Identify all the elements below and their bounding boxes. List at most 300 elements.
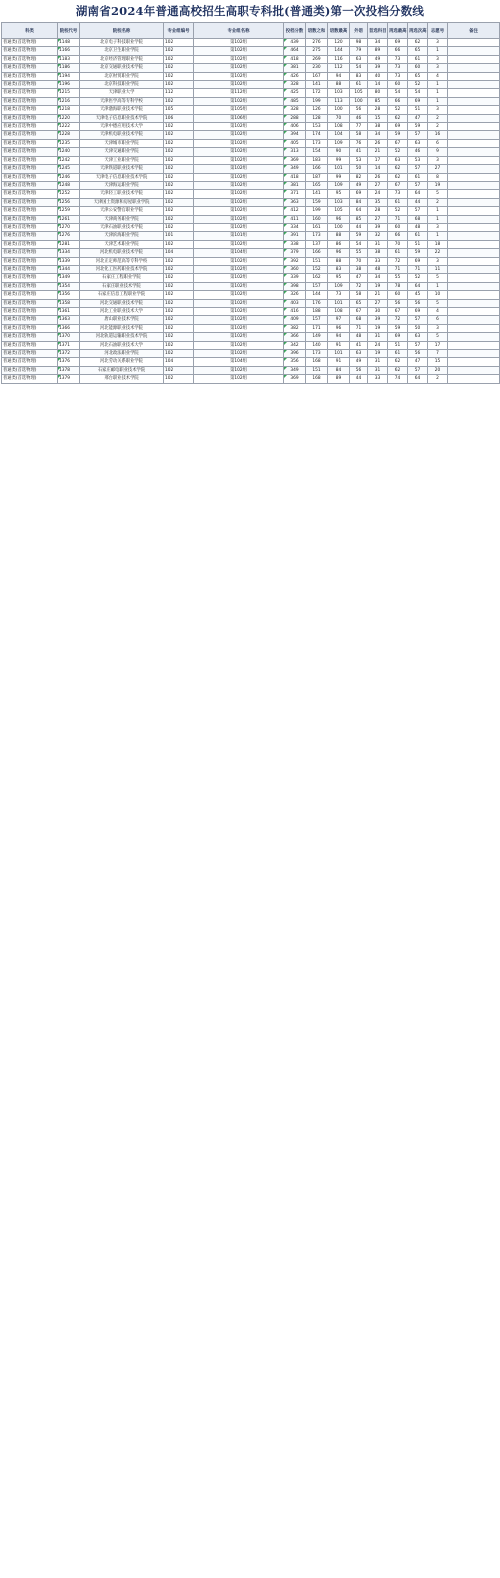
table-cell: 1366 <box>58 324 80 332</box>
table-row <box>2 324 500 332</box>
table-cell: 69 <box>408 308 428 316</box>
table-cell <box>448 131 500 139</box>
table-cell: 67 <box>388 139 408 147</box>
table-row <box>2 131 500 139</box>
table-cell: 16 <box>428 131 448 139</box>
table-cell: 8 <box>428 173 448 181</box>
table-cell: 54 <box>388 89 408 97</box>
table-cell: 第102组 <box>194 123 284 131</box>
table-cell: 第102组 <box>194 240 284 248</box>
table-cell <box>448 72 500 80</box>
table-cell: 47 <box>408 114 428 122</box>
table-cell: 河北能源职业技术学院 <box>80 324 164 332</box>
table-cell: 369 <box>284 156 306 164</box>
table-cell: 58 <box>350 291 368 299</box>
table-row <box>2 366 500 374</box>
table-cell: 69 <box>388 333 408 341</box>
table-cell: 151 <box>306 366 328 374</box>
table-cell: 4 <box>428 308 448 316</box>
table-cell: 418 <box>284 55 306 63</box>
table-cell: 112 <box>164 89 194 97</box>
table-cell: 154 <box>306 148 328 156</box>
table-cell: 140 <box>306 341 328 349</box>
table-cell: 普通类(首选物理) <box>2 114 58 122</box>
table-cell: 第102组 <box>194 299 284 307</box>
table-row <box>2 223 500 231</box>
table-cell: 1148 <box>58 39 80 47</box>
table-cell: 61 <box>408 232 428 240</box>
table-cell: 1261 <box>58 215 80 223</box>
table-cell: 河北化工医药职业技术学院 <box>80 265 164 273</box>
table-cell: 62 <box>388 366 408 374</box>
table-cell: 382 <box>284 324 306 332</box>
table-row <box>2 265 500 273</box>
table-cell: 57 <box>408 165 428 173</box>
table-cell: 北京经济管理职业学院 <box>80 55 164 63</box>
table-cell: 275 <box>306 47 328 55</box>
table-cell: 57 <box>408 131 428 139</box>
table-cell: 普通类(首选物理) <box>2 350 58 358</box>
table-header <box>2 23 500 39</box>
table-cell: 141 <box>306 190 328 198</box>
table-cell: 河北机电职业技术学院 <box>80 249 164 257</box>
table-cell: 405 <box>284 139 306 147</box>
table-cell: 61 <box>408 55 428 63</box>
table-cell <box>448 106 500 114</box>
table-cell: 普通类(首选物理) <box>2 97 58 105</box>
table-cell: 普通类(首选物理) <box>2 341 58 349</box>
table-cell: 22 <box>428 249 448 257</box>
table-cell: 54 <box>408 89 428 97</box>
table-cell: 69 <box>350 190 368 198</box>
table-cell: 62 <box>388 173 408 181</box>
table-cell: 70 <box>350 257 368 265</box>
table-cell: 95 <box>328 190 350 198</box>
table-cell: 普通类(首选物理) <box>2 131 58 139</box>
table-cell: 1349 <box>58 274 80 282</box>
table-cell: 9 <box>428 148 448 156</box>
table-cell <box>448 341 500 349</box>
table-cell: 102 <box>164 207 194 215</box>
table-cell: 144 <box>328 47 350 55</box>
table-cell: 普通类(首选物理) <box>2 207 58 215</box>
table-row <box>2 282 500 290</box>
table-cell: 49 <box>350 358 368 366</box>
table-cell: 第102组 <box>194 316 284 324</box>
table-cell: 河北正定师范高等专科学校 <box>80 257 164 265</box>
table-cell: 366 <box>284 333 306 341</box>
table-cell: 72 <box>388 316 408 324</box>
column-header: 投档分数 <box>284 23 306 39</box>
table-cell: 58 <box>350 131 368 139</box>
table-cell: 第101组 <box>194 232 284 240</box>
table-cell: 46 <box>350 114 368 122</box>
table-cell <box>448 333 500 341</box>
table-cell: 55 <box>350 249 368 257</box>
table-cell: 89 <box>328 375 350 383</box>
table-cell: 1356 <box>58 291 80 299</box>
table-cell: 北京卫生职业学院 <box>80 47 164 55</box>
table-cell: 天津电子信息职业技术学院 <box>80 173 164 181</box>
table-cell: 65 <box>408 47 428 55</box>
table-cell: 47 <box>350 274 368 282</box>
table-cell: 天津商务职业学院 <box>80 215 164 223</box>
table-cell: 第102组 <box>194 165 284 173</box>
table-cell <box>448 291 500 299</box>
table-cell: 41 <box>350 341 368 349</box>
table-cell: 64 <box>350 207 368 215</box>
table-cell: 26 <box>368 173 388 181</box>
table-cell: 391 <box>284 232 306 240</box>
table-cell: 第102组 <box>194 265 284 273</box>
table-cell <box>448 308 500 316</box>
table-cell: 173 <box>306 350 328 358</box>
table-cell: 108 <box>328 123 350 131</box>
table-cell: 166 <box>306 165 328 173</box>
table-cell: 90 <box>328 148 350 156</box>
table-cell: 1 <box>428 89 448 97</box>
table-cell <box>448 39 500 47</box>
table-cell: 第102组 <box>194 139 284 147</box>
table-cell: 166 <box>306 249 328 257</box>
table-cell: 28 <box>368 106 388 114</box>
table-cell <box>448 190 500 198</box>
table-cell: 60 <box>388 81 408 89</box>
table-cell: 31 <box>368 333 388 341</box>
table-cell: 103 <box>328 89 350 97</box>
table-cell <box>448 114 500 122</box>
table-cell: 326 <box>284 291 306 299</box>
table-cell: 64 <box>408 282 428 290</box>
table-cell: 100 <box>328 106 350 114</box>
table-cell: 普通类(首选物理) <box>2 249 58 257</box>
table-cell: 39 <box>368 223 388 231</box>
table-cell: 普通类(首选物理) <box>2 106 58 114</box>
table-cell: 第102组 <box>194 207 284 215</box>
table-row <box>2 291 500 299</box>
table-cell: 464 <box>284 47 306 55</box>
table-cell: 10 <box>428 291 448 299</box>
table-cell: 230 <box>306 64 328 72</box>
table-cell: 102 <box>164 215 194 223</box>
table-cell: 48 <box>350 333 368 341</box>
table-cell <box>448 181 500 189</box>
table-cell: 102 <box>164 341 194 349</box>
table-cell: 普通类(首选物理) <box>2 55 58 63</box>
table-cell: 1216 <box>58 97 80 105</box>
table-cell: 82 <box>350 173 368 181</box>
table-cell: 第102组 <box>194 181 284 189</box>
table-cell: 62 <box>388 358 408 366</box>
table-cell: 34 <box>368 39 388 47</box>
table-cell <box>448 240 500 248</box>
table-cell: 第102组 <box>194 39 284 47</box>
table-cell: 398 <box>284 282 306 290</box>
table-cell: 369 <box>284 375 306 383</box>
table-cell: 439 <box>284 39 306 47</box>
table-cell <box>448 156 500 164</box>
table-cell: 95 <box>328 274 350 282</box>
table-cell: 276 <box>306 39 328 47</box>
table-cell: 68 <box>408 215 428 223</box>
table-cell: 73 <box>388 72 408 80</box>
table-cell: 101 <box>328 165 350 173</box>
table-cell: 100 <box>350 97 368 105</box>
table-cell: 27 <box>368 215 388 223</box>
table-cell <box>448 366 500 374</box>
table-cell: 47 <box>408 358 428 366</box>
table-row <box>2 55 500 63</box>
table-cell <box>448 265 500 273</box>
table-cell: 天津海运职业学院 <box>80 181 164 189</box>
table-cell: 199 <box>306 97 328 105</box>
table-cell <box>448 350 500 358</box>
table-cell: 73 <box>388 190 408 198</box>
table-cell: 183 <box>306 156 328 164</box>
table-row <box>2 106 500 114</box>
table-cell: 天津城市职业学院 <box>80 139 164 147</box>
table-cell: 88 <box>328 232 350 240</box>
table-cell: 1339 <box>58 257 80 265</box>
table-cell: 102 <box>164 97 194 105</box>
table-cell: 1 <box>428 81 448 89</box>
column-header: 科类 <box>2 23 58 39</box>
table-cell: 河北政法职业学院 <box>80 350 164 358</box>
table-cell: 1220 <box>58 114 80 122</box>
table-cell: 349 <box>284 366 306 374</box>
table-cell: 第102组 <box>194 97 284 105</box>
table-cell: 105 <box>328 207 350 215</box>
table-cell: 河北劳动关系职业学院 <box>80 358 164 366</box>
table-cell <box>448 47 500 55</box>
table-cell: 96 <box>328 215 350 223</box>
table-row <box>2 198 500 206</box>
table-cell: 2 <box>428 123 448 131</box>
table-cell: 1166 <box>58 47 80 55</box>
table-cell: 44 <box>408 198 428 206</box>
table-cell: 63 <box>408 333 428 341</box>
table-cell: 56 <box>408 299 428 307</box>
table-cell: 第102组 <box>194 64 284 72</box>
table-cell: 50 <box>350 165 368 173</box>
table-cell: 普通类(首选物理) <box>2 89 58 97</box>
table-row <box>2 181 500 189</box>
table-cell: 1242 <box>58 156 80 164</box>
table-cell: 102 <box>164 190 194 198</box>
table-cell: 1276 <box>58 232 80 240</box>
table-cell: 北京科技职业学院 <box>80 81 164 89</box>
table-cell: 34 <box>368 274 388 282</box>
table-cell: 26 <box>368 139 388 147</box>
table-cell <box>448 316 500 324</box>
table-cell: 1344 <box>58 265 80 273</box>
table-cell: 168 <box>306 358 328 366</box>
table-cell: 普通类(首选物理) <box>2 165 58 173</box>
table-cell: 普通类(首选物理) <box>2 173 58 181</box>
table-cell: 59 <box>388 324 408 332</box>
table-cell: 109 <box>328 181 350 189</box>
table-cell: 102 <box>164 47 194 55</box>
table-cell: 269 <box>306 55 328 63</box>
table-cell: 1 <box>428 47 448 55</box>
table-cell: 65 <box>350 299 368 307</box>
table-cell: 天津中德应用技术大学 <box>80 123 164 131</box>
table-cell: 第102组 <box>194 131 284 139</box>
table-cell: 91 <box>328 358 350 366</box>
table-cell: 1 <box>428 232 448 240</box>
table-cell: 144 <box>306 291 328 299</box>
table-cell: 1354 <box>58 282 80 290</box>
table-row <box>2 375 500 383</box>
table-cell: 74 <box>388 375 408 383</box>
table-cell <box>448 223 500 231</box>
table-cell: 349 <box>284 165 306 173</box>
table-cell: 1245 <box>58 165 80 173</box>
table-cell: 普通类(首选物理) <box>2 123 58 131</box>
table-cell: 188 <box>306 308 328 316</box>
table-row <box>2 139 500 147</box>
table-cell: 328 <box>284 81 306 89</box>
table-cell: 172 <box>306 89 328 97</box>
table-cell: 普通类(首选物理) <box>2 156 58 164</box>
table-cell <box>448 55 500 63</box>
table-row <box>2 249 500 257</box>
table-cell: 160 <box>306 215 328 223</box>
table-cell: 102 <box>164 291 194 299</box>
table-cell: 54 <box>350 240 368 248</box>
table-cell: 河北工业职业技术大学 <box>80 308 164 316</box>
table-row <box>2 358 500 366</box>
table-cell: 1 <box>428 215 448 223</box>
table-row <box>2 156 500 164</box>
table-cell: 3 <box>428 39 448 47</box>
table-row <box>2 207 500 215</box>
table-cell: 50 <box>408 324 428 332</box>
table-cell: 56 <box>408 350 428 358</box>
table-cell: 71 <box>408 265 428 273</box>
table-cell: 174 <box>306 131 328 139</box>
table-cell: 396 <box>284 350 306 358</box>
table-cell <box>448 165 500 173</box>
table-cell: 52 <box>388 106 408 114</box>
column-header: 再选次高 <box>408 23 428 39</box>
table-cell: 102 <box>164 316 194 324</box>
table-cell: 普通类(首选物理) <box>2 148 58 156</box>
table-cell: 27 <box>368 181 388 189</box>
table-cell: 61 <box>388 249 408 257</box>
table-cell: 71 <box>350 324 368 332</box>
table-cell: 40 <box>368 72 388 80</box>
table-cell <box>448 282 500 290</box>
table-cell: 51 <box>408 240 428 248</box>
table-cell: 165 <box>306 181 328 189</box>
column-header: 首选科目 <box>368 23 388 39</box>
table-cell: 19 <box>368 324 388 332</box>
table-cell: 379 <box>284 249 306 257</box>
table-row <box>2 89 500 97</box>
table-cell: 15 <box>368 114 388 122</box>
table-cell: 14 <box>368 81 388 89</box>
table-cell: 94 <box>328 333 350 341</box>
table-row <box>2 215 500 223</box>
table-row <box>2 39 500 47</box>
table-cell: 173 <box>306 139 328 147</box>
table-cell: 普通类(首选物理) <box>2 366 58 374</box>
table-cell: 第102组 <box>194 72 284 80</box>
table-cell: 35 <box>368 198 388 206</box>
table-cell: 104 <box>328 131 350 139</box>
table-cell: 52 <box>388 207 408 215</box>
table-cell: 第106组 <box>194 114 284 122</box>
table-cell: 102 <box>164 333 194 341</box>
table-cell: 86 <box>328 240 350 248</box>
table-cell: 62 <box>408 39 428 47</box>
table-cell: 6 <box>428 139 448 147</box>
table-cell: 94 <box>328 72 350 80</box>
table-cell: 第102组 <box>194 333 284 341</box>
table-row <box>2 72 500 80</box>
table-cell <box>448 139 500 147</box>
table-cell: 2 <box>428 375 448 383</box>
table-cell: 天津机电职业技术学院 <box>80 131 164 139</box>
table-cell: 151 <box>306 257 328 265</box>
table-cell: 102 <box>164 308 194 316</box>
table-cell: 48 <box>408 223 428 231</box>
table-cell <box>448 358 500 366</box>
table-cell: 普通类(首选物理) <box>2 375 58 383</box>
table-cell: 161 <box>306 223 328 231</box>
table-cell: 1218 <box>58 106 80 114</box>
table-cell: 167 <box>306 72 328 80</box>
table-cell: 102 <box>164 282 194 290</box>
table-row <box>2 308 500 316</box>
table-cell: 1259 <box>58 207 80 215</box>
table-cell: 3 <box>428 156 448 164</box>
table-cell: 371 <box>284 190 306 198</box>
header-row <box>2 23 500 39</box>
table-cell: 381 <box>284 181 306 189</box>
table-cell: 第102组 <box>194 47 284 55</box>
table-cell: 72 <box>388 257 408 265</box>
table-cell: 27 <box>368 299 388 307</box>
table-cell: 96 <box>328 324 350 332</box>
table-cell: 38 <box>368 123 388 131</box>
table-cell: 3 <box>428 64 448 72</box>
table-cell: 41 <box>350 148 368 156</box>
table-cell: 342 <box>284 341 306 349</box>
table-cell: 70 <box>328 114 350 122</box>
table-row <box>2 173 500 181</box>
table-cell: 第102组 <box>194 324 284 332</box>
table-cell: 唐山职业技术学院 <box>80 316 164 324</box>
table-cell: 61 <box>388 198 408 206</box>
table-cell: 2 <box>428 114 448 122</box>
table-cell: 1371 <box>58 341 80 349</box>
column-header: 备注 <box>448 23 500 39</box>
table-cell: 66 <box>388 47 408 55</box>
table-cell: 98 <box>350 39 368 47</box>
table-cell: 普通类(首选物理) <box>2 47 58 55</box>
table-cell: 天津电子信息职业技术学院 <box>80 114 164 122</box>
table-cell: 38 <box>350 265 368 273</box>
table-cell: 18 <box>428 240 448 248</box>
table-cell: 102 <box>164 265 194 273</box>
table-cell: 1 <box>428 207 448 215</box>
table-cell: 409 <box>284 316 306 324</box>
table-cell: 天津滨海职业学院 <box>80 232 164 240</box>
table-cell: 381 <box>284 64 306 72</box>
table-cell: 103 <box>328 198 350 206</box>
